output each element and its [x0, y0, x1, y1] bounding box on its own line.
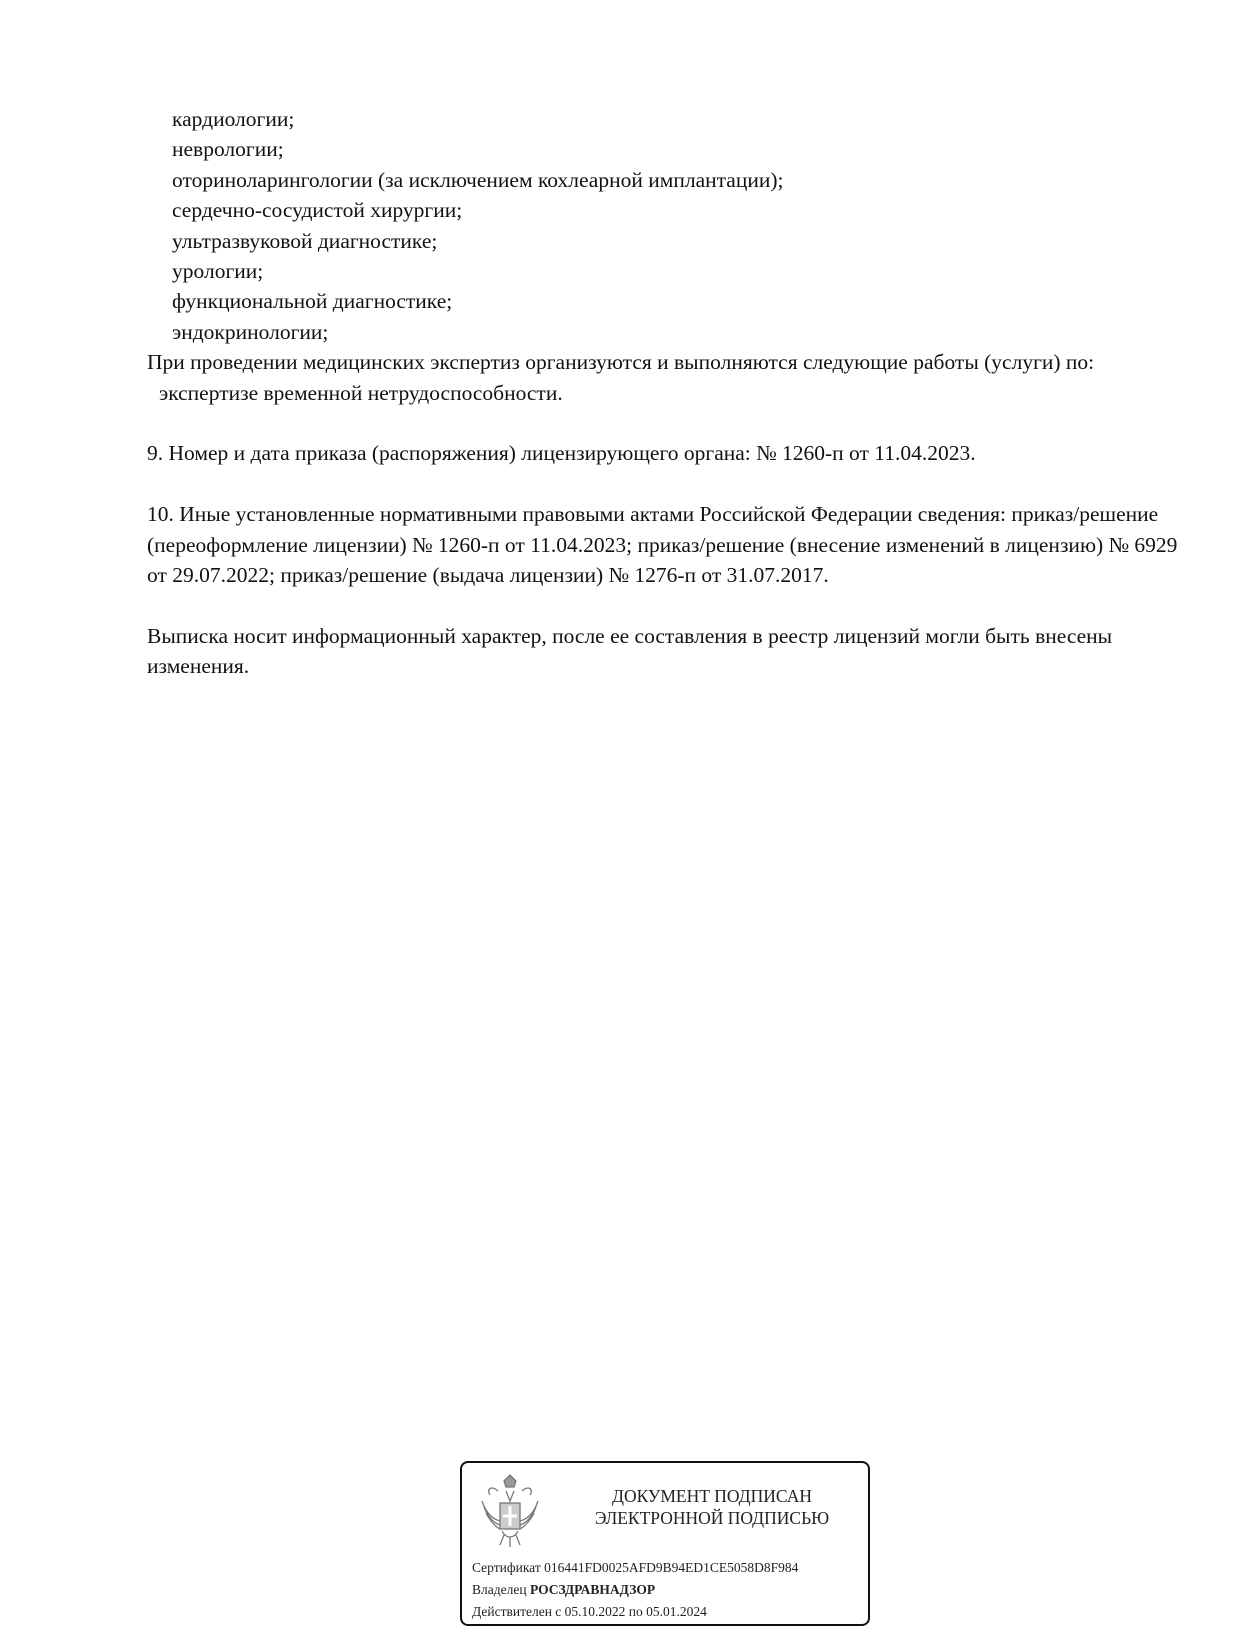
list-item: сердечно-сосудистой хирургии; [172, 198, 463, 223]
disclaimer-note: Выписка носит информационный характер, после ее составления в реестр лицензий могли быть внесены изменения. [147, 623, 1113, 679]
owner-label: Владелец [472, 1582, 527, 1597]
validity-line: Действителен с 05.10.2022 по 05.01.2024 [472, 1604, 707, 1619]
list-item: эндокринологии; [172, 319, 329, 344]
section-9: 9. Номер и дата приказа (распоряжения) лицензирующего органа: № 1260-п от 11.04.2023. [147, 441, 976, 466]
list-item: неврологии; [172, 137, 284, 162]
list-item: оториноларингологии (за исключением кохлеарной имплантации); [172, 167, 784, 192]
list-item: урологии; [172, 259, 264, 284]
stamp-title-line1: ДОКУМЕНТ ПОДПИСАН [612, 1486, 812, 1506]
owner-line [472, 1579, 798, 1601]
certificate-line [472, 1557, 798, 1579]
list-item: функциональной диагностике; [172, 289, 453, 314]
list-item: кардиологии; [172, 107, 295, 131]
expertise-intro: При проведении медицинских экспертиз организуются и выполняются следующие работы (услуги) по: [147, 350, 1095, 375]
certificate-label: Сертификат [472, 1560, 541, 1575]
section-10: 10. Иные установленные нормативными правовыми актами Российской Федерации сведения: приказ/решение (переоформление лицензии) № 1260-п от 11.04.2023; приказ/решение (внесение изменений в лицензию) № 6929 от 29.07.2022; приказ/решение (выдача лицензии) № 1276-п от 31.07.2017. [147, 502, 1178, 588]
expertise-item: экспертизе временной нетрудоспособности. [159, 380, 563, 405]
owner-value: РОСЗДРАВНАДЗОР [529, 1582, 656, 1597]
stamp-title-line2: ЭЛЕКТРОННОЙ ПОДПИСЬЮ [594, 1508, 830, 1528]
list-item: ультразвуковой диагностике; [172, 228, 438, 253]
document-body [147, 104, 1187, 682]
certificate-value: 016441FD0025AFD9B94ED1CE5058D8F984 [544, 1560, 799, 1575]
electronic-signature-stamp [460, 1461, 870, 1626]
coat-of-arms-icon [478, 1473, 542, 1549]
